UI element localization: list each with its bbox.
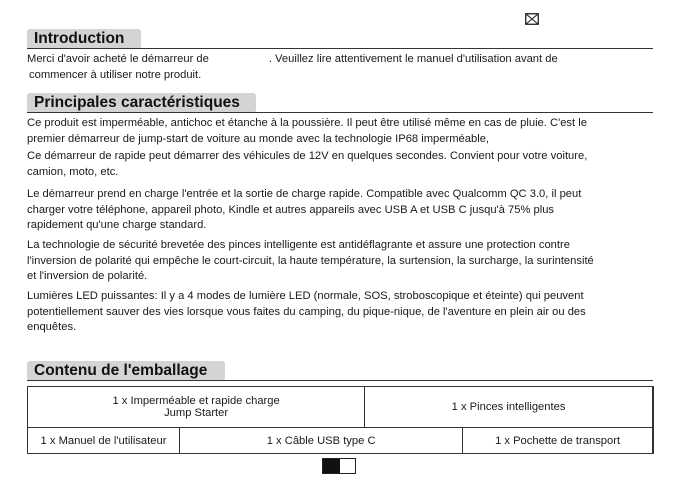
text-line: rapidement qu'une charge standard. (27, 219, 207, 231)
features-paragraph-starting (27, 149, 655, 180)
page-indicator (322, 458, 356, 474)
intro-text-part2: . Veuillez lire attentivement le manuel d'utilisation avant de (268, 53, 558, 65)
table-cell (652, 387, 653, 428)
table-cell: 1 x Pochette de transport (463, 428, 653, 454)
features-paragraph-charging (27, 187, 655, 234)
section-heading-introduction: Introduction (27, 29, 141, 49)
page-indicator-fill (323, 459, 340, 473)
mail-icon (525, 13, 539, 25)
table-cell (28, 387, 365, 428)
section-heading-features: Principales caractéristiques (27, 93, 256, 113)
intro-text-line2: commencer à utiliser notre produit. (29, 68, 202, 81)
features-paragraph-safety (27, 238, 655, 285)
text-line: camion, moto, etc. (27, 165, 119, 178)
text-line: charger votre téléphone, appareil photo, Kindle et autres appareils avec USB A et USB C jusqu'à 75% plus (27, 203, 555, 216)
section-divider (27, 48, 653, 49)
intro-paragraph (27, 52, 655, 83)
cell-text: 1 x Imperméable et rapide charge (112, 395, 280, 407)
table-cell: 1 x Pinces intelligentes (365, 387, 653, 428)
table-cell: 1 x Câble USB type C (180, 428, 463, 454)
table-row (28, 428, 654, 454)
text-line: Le démarreur prend en charge l'entrée et la sortie de charge rapide. Compatible avec Qualcomm QC 3.0, il peut (27, 188, 582, 200)
package-contents-table (27, 386, 654, 454)
text-line: potentiellement sauver des vies lorsque vous faites du camping, du pique-nique, de l'aventure en plein air ou des (27, 305, 586, 318)
table-cell: 1 x Manuel de l'utilisateur (28, 428, 180, 454)
section-divider (27, 112, 653, 113)
table-row (28, 387, 654, 428)
features-paragraph-led (27, 289, 655, 336)
text-line: enquêtes. (27, 321, 77, 333)
table-cell (652, 428, 653, 454)
section-heading-package: Contenu de l'emballage (27, 361, 225, 381)
text-line: premier démarreur de jump-start de voiture au monde avec la technologie IP68 imperméable, (27, 132, 490, 145)
text-line: La technologie de sécurité brevetée des pinces intelligente est antidéflagrante et assure une protection contre (27, 239, 570, 251)
text-line: Lumières LED puissantes: Il y a 4 modes de lumière LED (normale, SOS, stroboscopique et éteinte) qui peuvent (27, 290, 584, 302)
section-divider (27, 380, 653, 381)
cell-text: Jump Starter (164, 407, 229, 419)
text-line: Ce démarreur de rapide peut démarrer des véhicules de 12V en quelques secondes. Convient pour votre voiture, (27, 150, 588, 162)
text-line: et l'inversion de polarité. (27, 270, 148, 282)
text-line: Ce produit est imperméable, antichoc et étanche à la poussière. Il peut être utilisé même en cas de pluie. C'est le (27, 117, 587, 129)
features-paragraph-waterproof (27, 116, 655, 147)
intro-text-part1: Merci d'avoir acheté le démarreur de (27, 53, 209, 65)
text-line: l'inversion de polarité qui empêche le court-circuit, la haute température, la surtension, la surcharge, la surintensité (27, 254, 594, 267)
